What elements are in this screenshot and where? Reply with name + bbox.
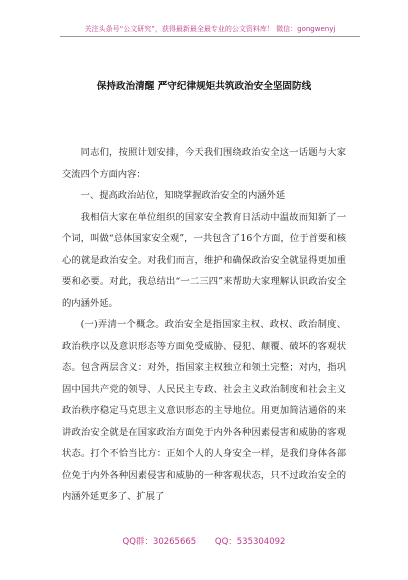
document-body	[62, 142, 346, 508]
header-divider	[60, 36, 360, 37]
document-title: 保持政治清醒 严守纪律规矩共筑政治安全坚固防线	[96, 81, 312, 92]
header-notice: 关注头条号“公文研究”，获得最新最全最专业的公文资料库！ 微信：gongwenyj	[84, 25, 336, 33]
paragraph-intro: 同志们，按照计划安排，今天我们围绕政治安全这一话题与大家交流四个方面内容：	[62, 147, 346, 180]
footer-qq: QQ：535304092	[214, 537, 286, 547]
footer-qq-group: QQ群：30265665	[122, 537, 197, 547]
section-heading-1: 一、提高政治站位，知晓掌握政治安全的内涵外延	[80, 190, 286, 201]
footer-contact	[0, 535, 408, 547]
paragraph-1: 我相信大家在单位组织的国家安全教育日活动中温故而知新了一个词，叫做“总体国家安全观”，一共包含了16个方面，位于首要和核心的就是政治安全。对我们而言，维护和确保政治安全就显得更加重要和必要。对此，我总结出“一二三四”来帮助大家理解认识政治安全的内涵外延。	[62, 211, 346, 309]
paragraph-2: (一)弄清一个概念。政治安全是指国家主权、政权、政治制度、政治秩序以及意识形态等方面免受威胁、侵犯、颠覆、破坏的客观状态。包含两层含义：对外，指国家主权独立和领土完整；对内，指巩固中国共产党的领导、人民民主专政、社会主义政治制度和社会主义政治秩序稳定马克思主义意识形态的主导地位。用更加简洁通俗的来讲政治安全就是在国家政治方面免于内外各种因素侵害和威胁的客观状态。打个不恰当比方：正如个人的人身安全一样，是我们身体各部位免于内外各种因素侵害和威胁的一种客观状态，只不过政治安全的内涵外延更多了、扩展了	[62, 319, 346, 502]
